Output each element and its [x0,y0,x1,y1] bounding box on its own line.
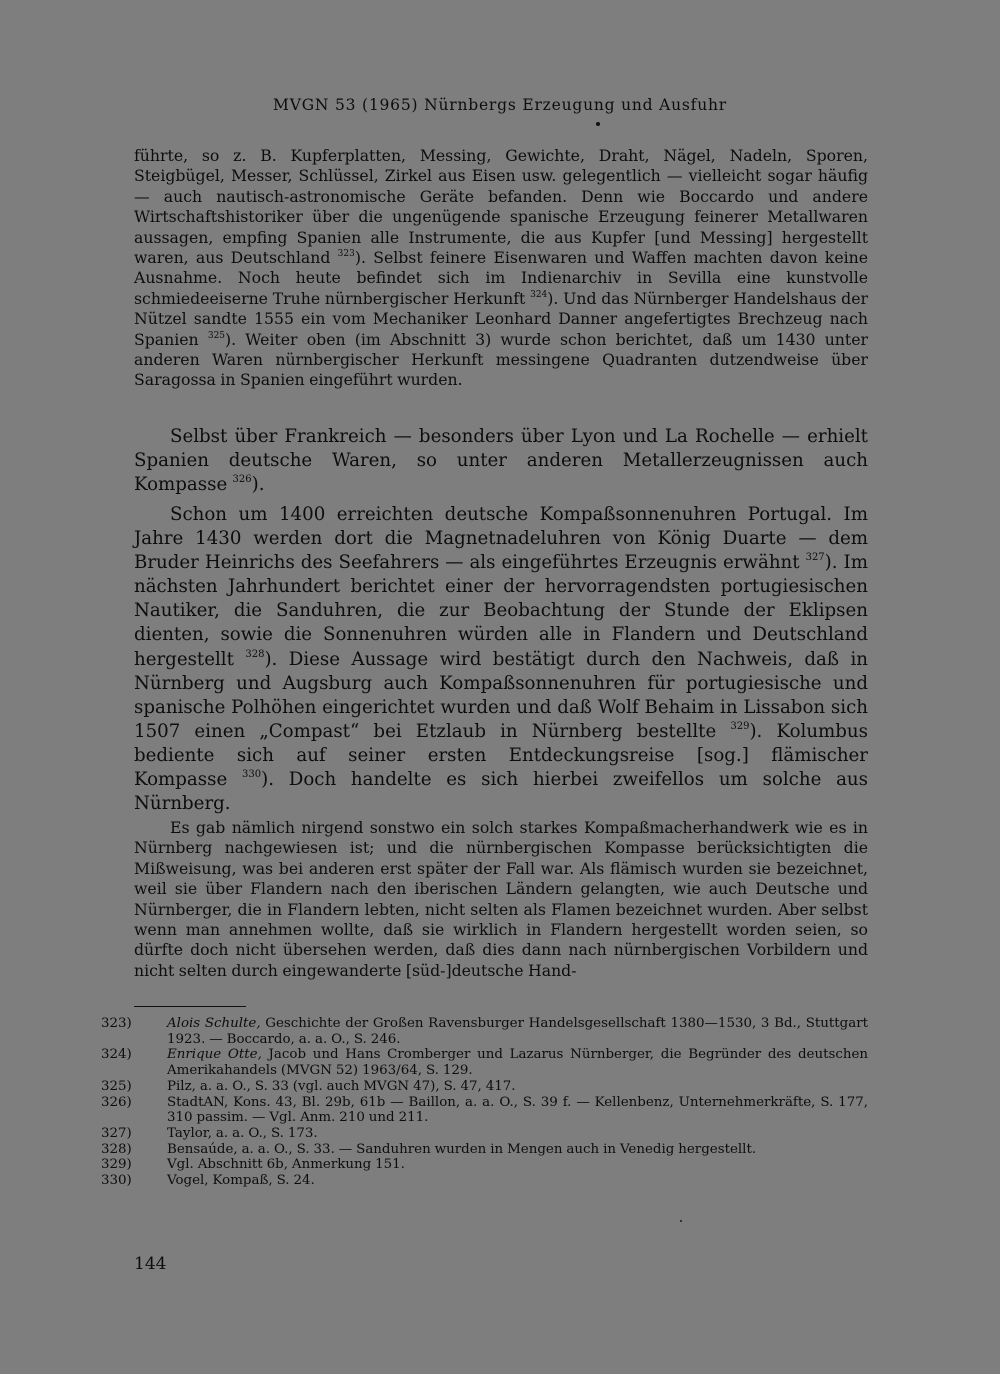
footnote-ref-329: 329 [730,720,750,732]
paragraph-3-text-c: ). Diese Aussage wird bestätigt durch den Nachweis, daß in Nürnberg und Augsburg auch Kompaßsonnenuhren für portugiesische und spanische Polhöhen eingerichtet wurden und daß Wolf Behaim in Lissabon sich 1507 einen „Compast“ bei Etzlaub in Nürnberg bestellte [134,648,868,742]
paragraph-3-text-d: ). Kolumbus bediente sich auf seiner ersten Entdeckungsreise [sog.] flämischer Kompasse [134,720,868,791]
paragraph-1-text-d: ). Weiter oben (im Abschnitt 3) wurde schon berichtet, daß um 1430 unter anderen Waren nürnbergischer Herkunft messingene Quadranten dutzendweise über Saragossa in Spanien eingeführt wurden. [134,329,868,390]
stray-dot [596,122,600,126]
footnote-ref-326: 326 [232,474,252,486]
paragraph-1-text-c: ). Und das Nürnberger Handelshaus der Nützel sandte 1555 ein vom Mechaniker Leonhard Danner angefertigtes Brechzeug nach Spanien [134,288,868,349]
paragraph-3-text-b: ). Im nächsten Jahrhundert berichtet einer der hervorragendsten portugiesischen Nautiker, die Sanduhren, die zur Beobachtung der Stunde der Eklipsen dienten, sowie die Sonnenuhren würden alle in Flandern und Deutschland hergestellt [134,552,868,670]
footnote-number: 328) [101,1141,132,1157]
footnote-text: Taylor, a. a. O., S. 173. [167,1125,318,1141]
footnote-text: Vogel, Kompaß, S. 24. [167,1173,315,1189]
footnote-326 [101,1094,868,1126]
footnote-323 [101,1016,868,1047]
paragraph-1 [134,146,868,391]
footnote-ref-327: 327 [805,552,825,564]
stray-mark [680,1220,682,1222]
paragraph-1-text-a: führte, so z. B. Kupferplatten, Messing, Gewichte, Draht, Nägel, Nadeln, Sporen, Steigbügel, Messer, Schlüssel, Zirkel aus Eisen usw. gelegentlich — vielleicht sogar häufig — auch nautisch-astronomische Geräte befanden. Denn wie Boccardo und andere Wirtschaftshistoriker über die ungenügende spanische Erzeugung feinerer Metallwaren aussagen, empfing Spanien alle Instrumente, die aus Kupfer [und Messing] hergestellt waren, aus Deutschland [134,146,868,268]
footnote-text: Vgl. Abschnitt 6b, Anmerkung 151. [167,1157,405,1173]
paragraph-3-text-e: ). Doch handelte es sich hierbei zweifellos um solche aus Nürnberg. [134,769,868,815]
footnote-text: Bensaúde, a. a. O., S. 33. — Sanduhren wurden in Mengen auch in Venedig hergestellt. [167,1141,757,1157]
paragraph-1-text-b: ). Selbst feinere Eisenwaren und Waffen machten davon keine Ausnahme. Noch heute befindet sich im Indienarchiv in Sevilla eine kunstvolle schmiedeeiserne Truhe nürnbergischer Herkunft [134,248,869,308]
paragraph-3-text-a: Schon um 1400 erreichten deutsche Kompaßsonnenuhren Portugal. Im Jahre 1430 werden dort die Magnetnadeluhren von König Duarte — dem Bruder Heinrichs des Seefahrers — als eingeführtes Erzeugnis erwähnt [134,504,868,574]
footnote-number: 327) [101,1125,132,1141]
footnote-text: StadtAN, Kons. 43, Bl. 29b, 61b — Baillon, a. a. O., S. 39 f. — Kellenbenz, Unternehmerkräfte, S. 177, 310 passim. — Vgl. Anm. 210 und 211. [167,1094,868,1126]
footnote-number: 324) [101,1047,132,1063]
footnote-ref-330: 330 [242,769,262,781]
footnote-number: 326) [101,1094,132,1110]
footnote-ref-328: 328 [245,648,265,660]
page-number: 144 [134,1254,167,1274]
footnote-text: Jacob und Hans Cromberger und Lazarus Nürnberger, die Begründer des deutschen Amerikahandels (MVGN 52) 1963/64, S. 129. [167,1047,868,1079]
footnote-number: 329) [101,1157,132,1173]
footnote-327 [101,1125,868,1142]
footnote-text: Geschichte der Großen Ravensburger Handelsgesellschaft 1380—1530, 3 Bd., Stuttgart 1923. — Boccardo, a. a. O., S. 246. [167,1016,868,1047]
paragraph-2-text: Selbst über Frankreich — besonders über Lyon und La Rochelle — erhielt Spanien deutsche Waren, so unter anderen Metallerzeugnissen auch Kompasse [134,426,868,496]
running-header: MVGN 53 (1965) Nürnbergs Erzeugung und Ausfuhr [273,96,727,114]
footnote-ref-323: 323 [337,249,355,260]
paragraph-4-text: Es gab nämlich nirgend sonstwo ein solch starkes Kompaßmacherhandwerk wie es in Nürnberg nachgewiesen ist; und die nürnbergischen Kompasse berücksichtigten die Mißweisung, was bei anderen erst später der Fall war. Als flämisch wurden sie bezeichnet, weil sie über Flandern nach den iberischen Ländern gelangten, wie auch Deutsche und Nürnberger, die in Flandern lebten, nicht selten als Flamen bezeichnet wurden. Aber selbst wenn man annehmen wollte, daß sie wirklich in Flandern hergestellt worden seien, so dürfte doch nicht übersehen werden, daß dies dann nach nürnbergischen Vorbildern und nicht selten durch eingewanderte [süd-]deutsche Hand- [134,818,868,980]
paragraph-2-end: ). [251,474,265,496]
paragraph-2 [134,425,868,497]
footnote-330 [101,1173,868,1189]
footnote-329 [101,1157,868,1173]
footnote-author: Enrique Otte, [167,1047,262,1063]
footnote-ref-325: 325 [207,330,226,341]
footnote-324 [101,1047,868,1079]
paragraph-3 [134,503,868,816]
footnote-number: 330) [101,1173,132,1189]
paragraph-4 [134,818,868,981]
footnote-author: Alois Schulte, [167,1016,261,1031]
footnote-328 [101,1141,868,1158]
footnote-number: 325) [101,1078,132,1094]
footnote-ref-324: 324 [530,289,548,300]
footnote-325 [101,1078,868,1095]
footnote-separator [134,1006,246,1007]
footnote-text: Pilz, a. a. O., S. 33 (vgl. auch MVGN 47), S. 47, 417. [167,1078,516,1094]
footnotes [101,1016,868,1189]
footnote-number: 323) [101,1016,132,1031]
